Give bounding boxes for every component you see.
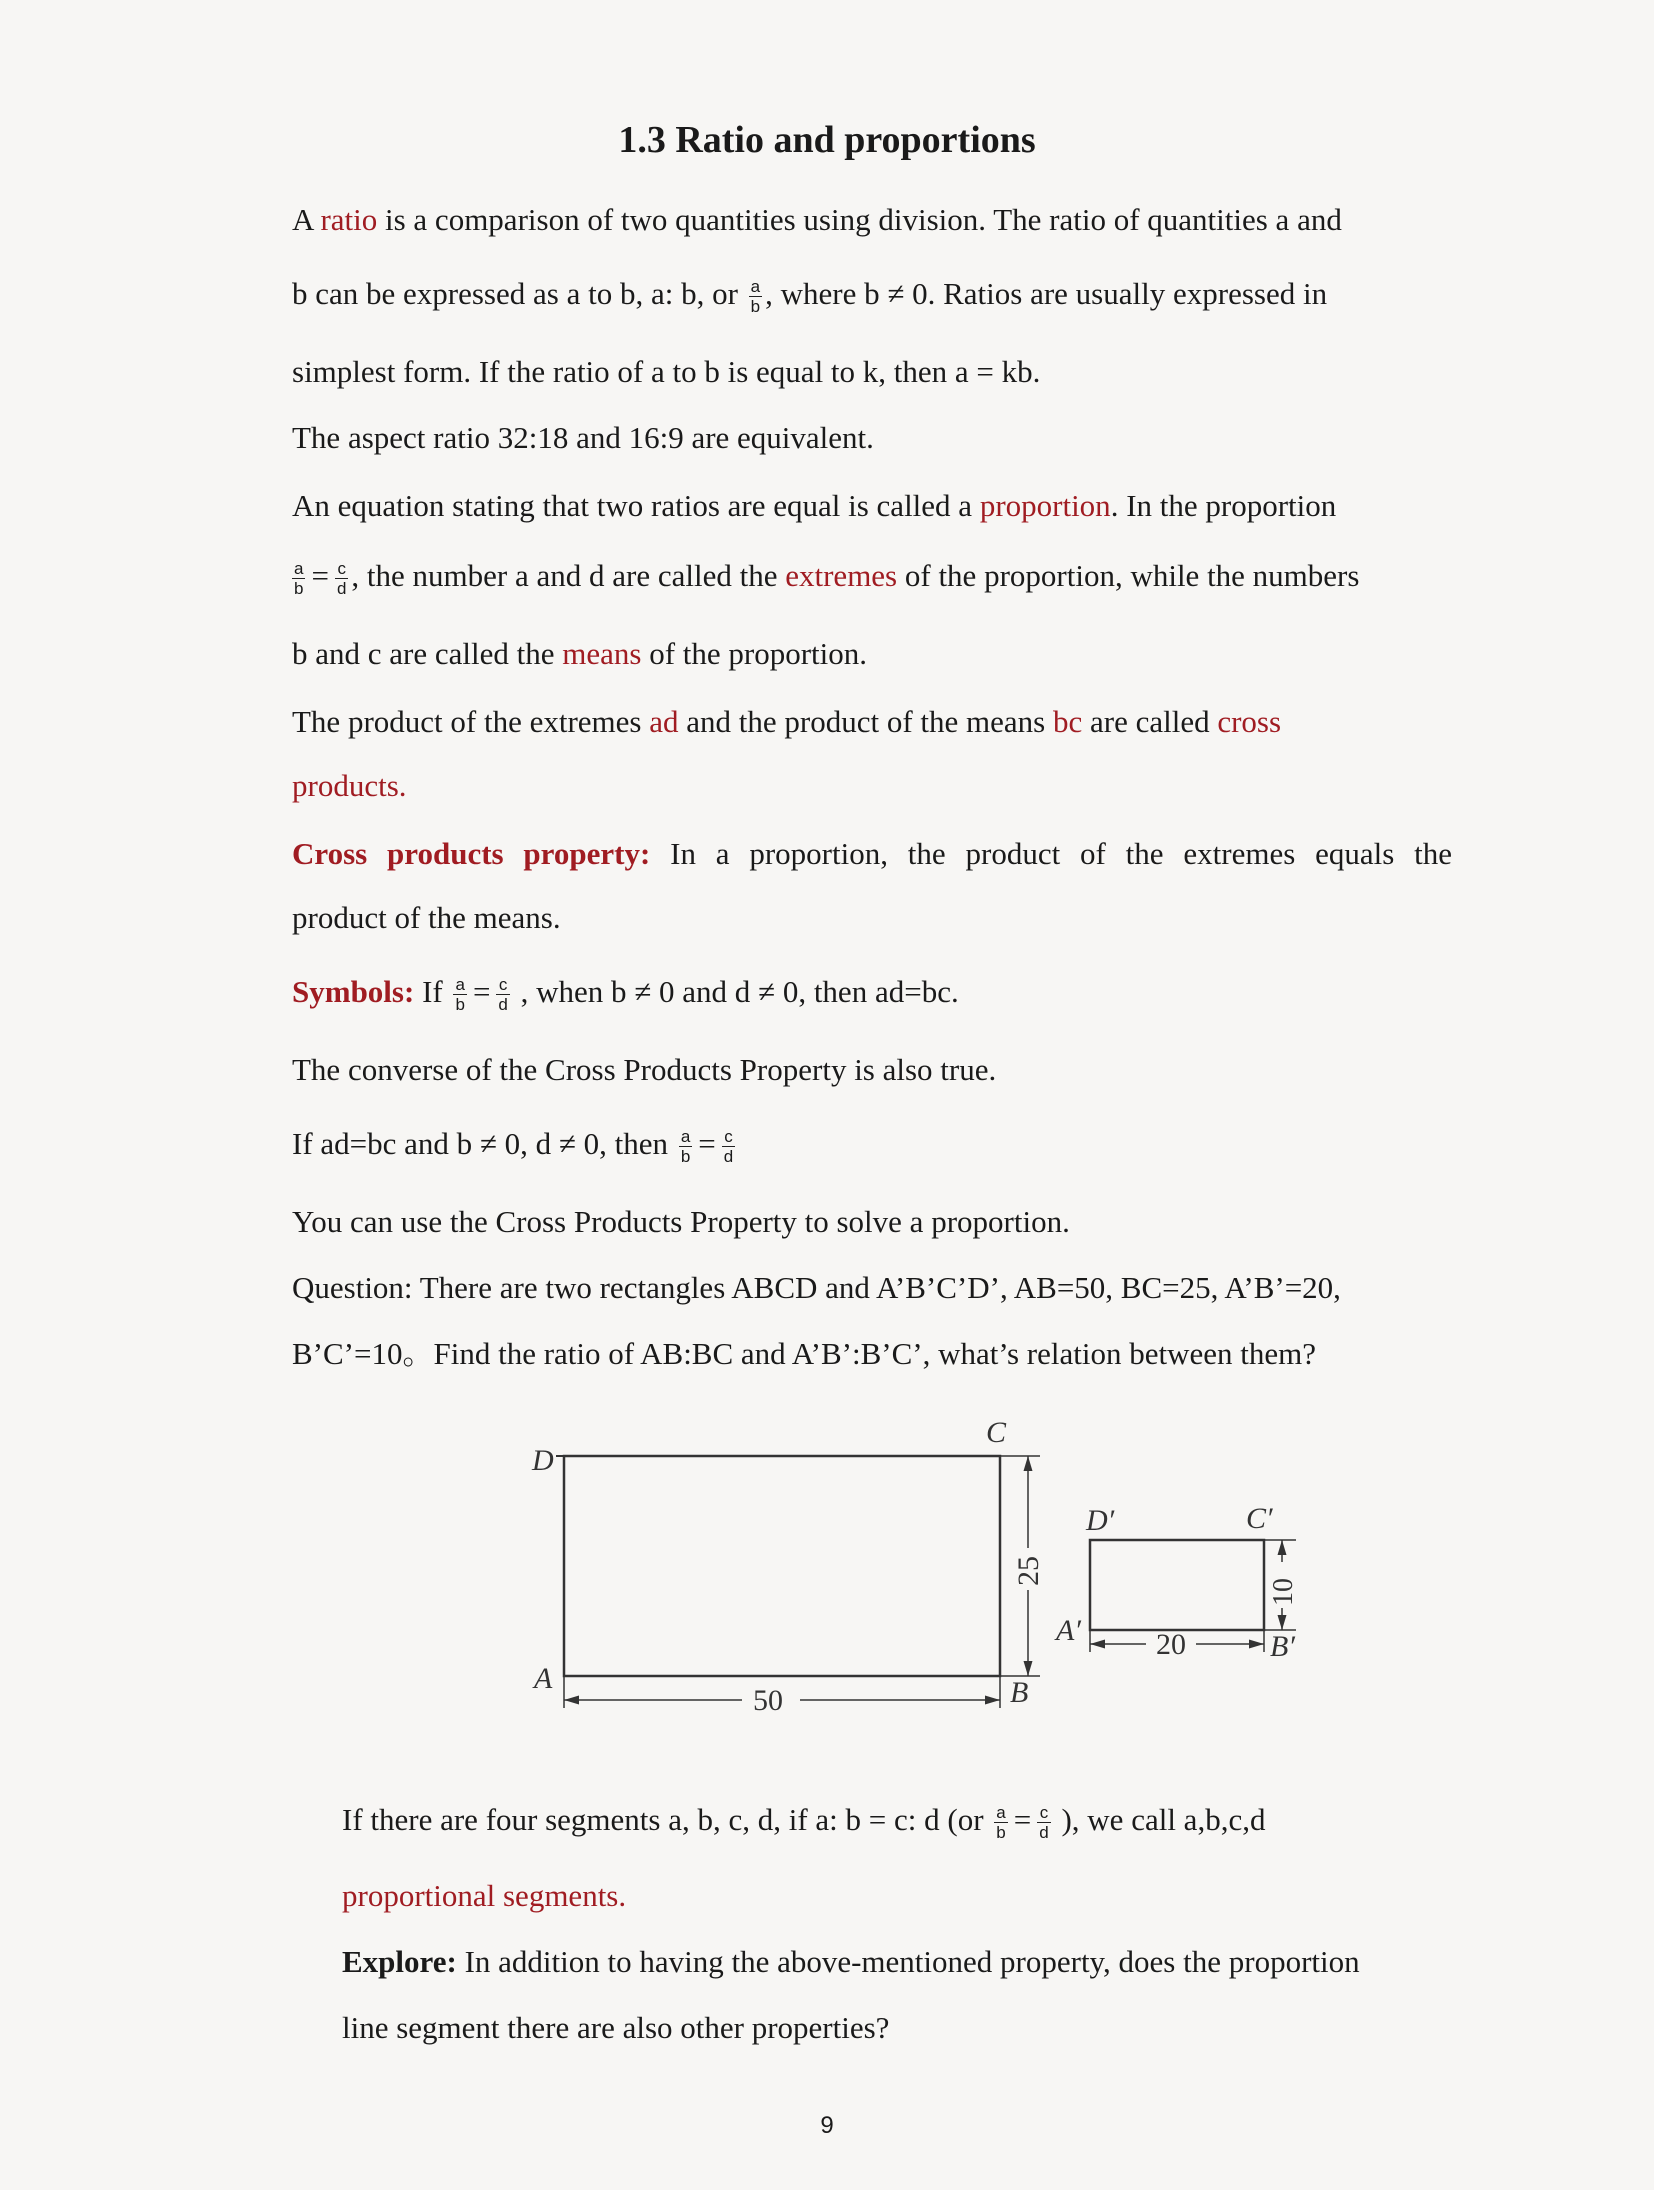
- fraction-a-over-b: $\frac{a}{b}$: [680, 1127, 691, 1167]
- explore-label: Explore:: [342, 1944, 457, 1979]
- term-ad: ad: [649, 704, 679, 739]
- label-c-prime: C′: [1246, 1502, 1273, 1535]
- cross-products-property-line-1: Cross products property: In a proportion, the product of the extremes equals the: [292, 836, 1452, 871]
- converse-line: The converse of the Cross Products Property is also true.: [292, 1052, 997, 1087]
- symbols-line: Symbols: If $\frac{a}{b}$ = $\frac{c}{d}$ , when b ≠ 0 and d ≠ 0, then ad=bc.: [292, 974, 959, 1015]
- cross-products-line-2: products.: [292, 768, 407, 803]
- proportion-definition-line-2: $\frac{a}{b}$ = $\frac{c}{d}$ , the number a and d are called the extremes of the proportion, while the numbers: [294, 558, 1360, 599]
- fraction-c-over-d: $\frac{c}{d}$: [336, 559, 347, 599]
- proportion-definition-line-3: b and c are called the means of the proportion.: [292, 636, 868, 671]
- symbols-label: Symbols:: [292, 974, 415, 1009]
- width-label-20: 20: [1156, 1628, 1186, 1661]
- height-label-10: 10: [1268, 1578, 1299, 1606]
- label-d-prime: D′: [1086, 1504, 1115, 1537]
- proportional-segments-line-1: If there are four segments a, b, c, d, if a: b = c: d (or $\frac{a}{b}$ = $\frac{c}{d}$ ), we call a,b,c,d: [342, 1802, 1266, 1843]
- fraction-a-over-b: $\frac{a}{b}$: [455, 975, 465, 1015]
- question-line-2: B’C’=10。Find the ratio of AB:BC and A’B’:B’C’, what’s relation between them?: [292, 1336, 1316, 1371]
- cross-products-property-label: Cross products property:: [292, 836, 651, 871]
- fraction-c-over-d: $\frac{c}{d}$: [1039, 1803, 1049, 1843]
- term-extremes: extremes: [785, 558, 898, 593]
- ratio-definition-line-3: simplest form. If the ratio of a to b is equal to k, then a = kb.: [292, 354, 1041, 389]
- explore-line-2: line segment there are also other properties?: [342, 2010, 890, 2045]
- rectangle-abcd: [564, 1456, 1000, 1676]
- term-proportion: proportion: [979, 488, 1111, 523]
- ratio-definition-line-1: A ratio is a comparison of two quantities using division. The ratio of quantities a and: [292, 202, 1342, 237]
- label-a: A: [534, 1662, 553, 1695]
- fraction-a-over-b: $\frac{a}{b}$: [750, 277, 761, 317]
- page-number: 9: [820, 2112, 834, 2139]
- height-label-25: 25: [1012, 1556, 1045, 1586]
- term-bc: bc: [1052, 704, 1083, 739]
- solve-proportion-line: You can use the Cross Products Property to solve a proportion.: [292, 1204, 1070, 1239]
- fraction-c-over-d: $\frac{c}{d}$: [723, 1127, 734, 1167]
- width-label-50: 50: [753, 1684, 783, 1717]
- proportion-definition-line-1: An equation stating that two ratios are equal is called a proportion. In the proportion: [292, 488, 1337, 523]
- label-c: C: [986, 1416, 1007, 1449]
- fraction-c-over-d: $\frac{c}{d}$: [498, 975, 508, 1015]
- explore-line-1: Explore: In addition to having the above-mentioned property, does the proportion: [342, 1944, 1360, 1979]
- term-means: means: [562, 636, 642, 671]
- term-cross: cross: [1217, 704, 1282, 739]
- label-a-prime: A′: [1056, 1614, 1081, 1647]
- fraction-a-over-b: $\frac{a}{b}$: [294, 559, 304, 599]
- aspect-ratio-line: The aspect ratio 32:18 and 16:9 are equivalent.: [292, 420, 874, 455]
- term-ratio: ratio: [320, 202, 378, 237]
- section-title: 1.3 Ratio and proportions: [618, 119, 1036, 161]
- cross-products-property-line-2: product of the means.: [292, 900, 561, 935]
- converse-formula-line: If ad=bc and b ≠ 0, d ≠ 0, then $\frac{a}{b}$ = $\frac{c}{d}$: [292, 1126, 734, 1167]
- label-d: D: [532, 1444, 554, 1477]
- question-line-1: Question: There are two rectangles ABCD and A’B’C’D’, AB=50, BC=25, A’B’=20,: [292, 1270, 1341, 1305]
- rectangle-a-b-c-d-prime: [1090, 1540, 1264, 1630]
- term-products: products: [292, 768, 399, 803]
- label-b: B: [1010, 1676, 1029, 1709]
- proportional-segments-line-2: proportional segments.: [342, 1878, 627, 1913]
- cross-products-line-1: The product of the extremes ad and the product of the means bc are called cross: [292, 704, 1282, 739]
- label-b-prime: B′: [1270, 1630, 1295, 1663]
- ratio-definition-line-2: b can be expressed as a to b, a: b, or $\frac{a}{b}$ , where b ≠ 0. Ratios are usually expressed in: [292, 276, 1328, 317]
- fraction-a-over-b: $\frac{a}{b}$: [996, 1803, 1006, 1843]
